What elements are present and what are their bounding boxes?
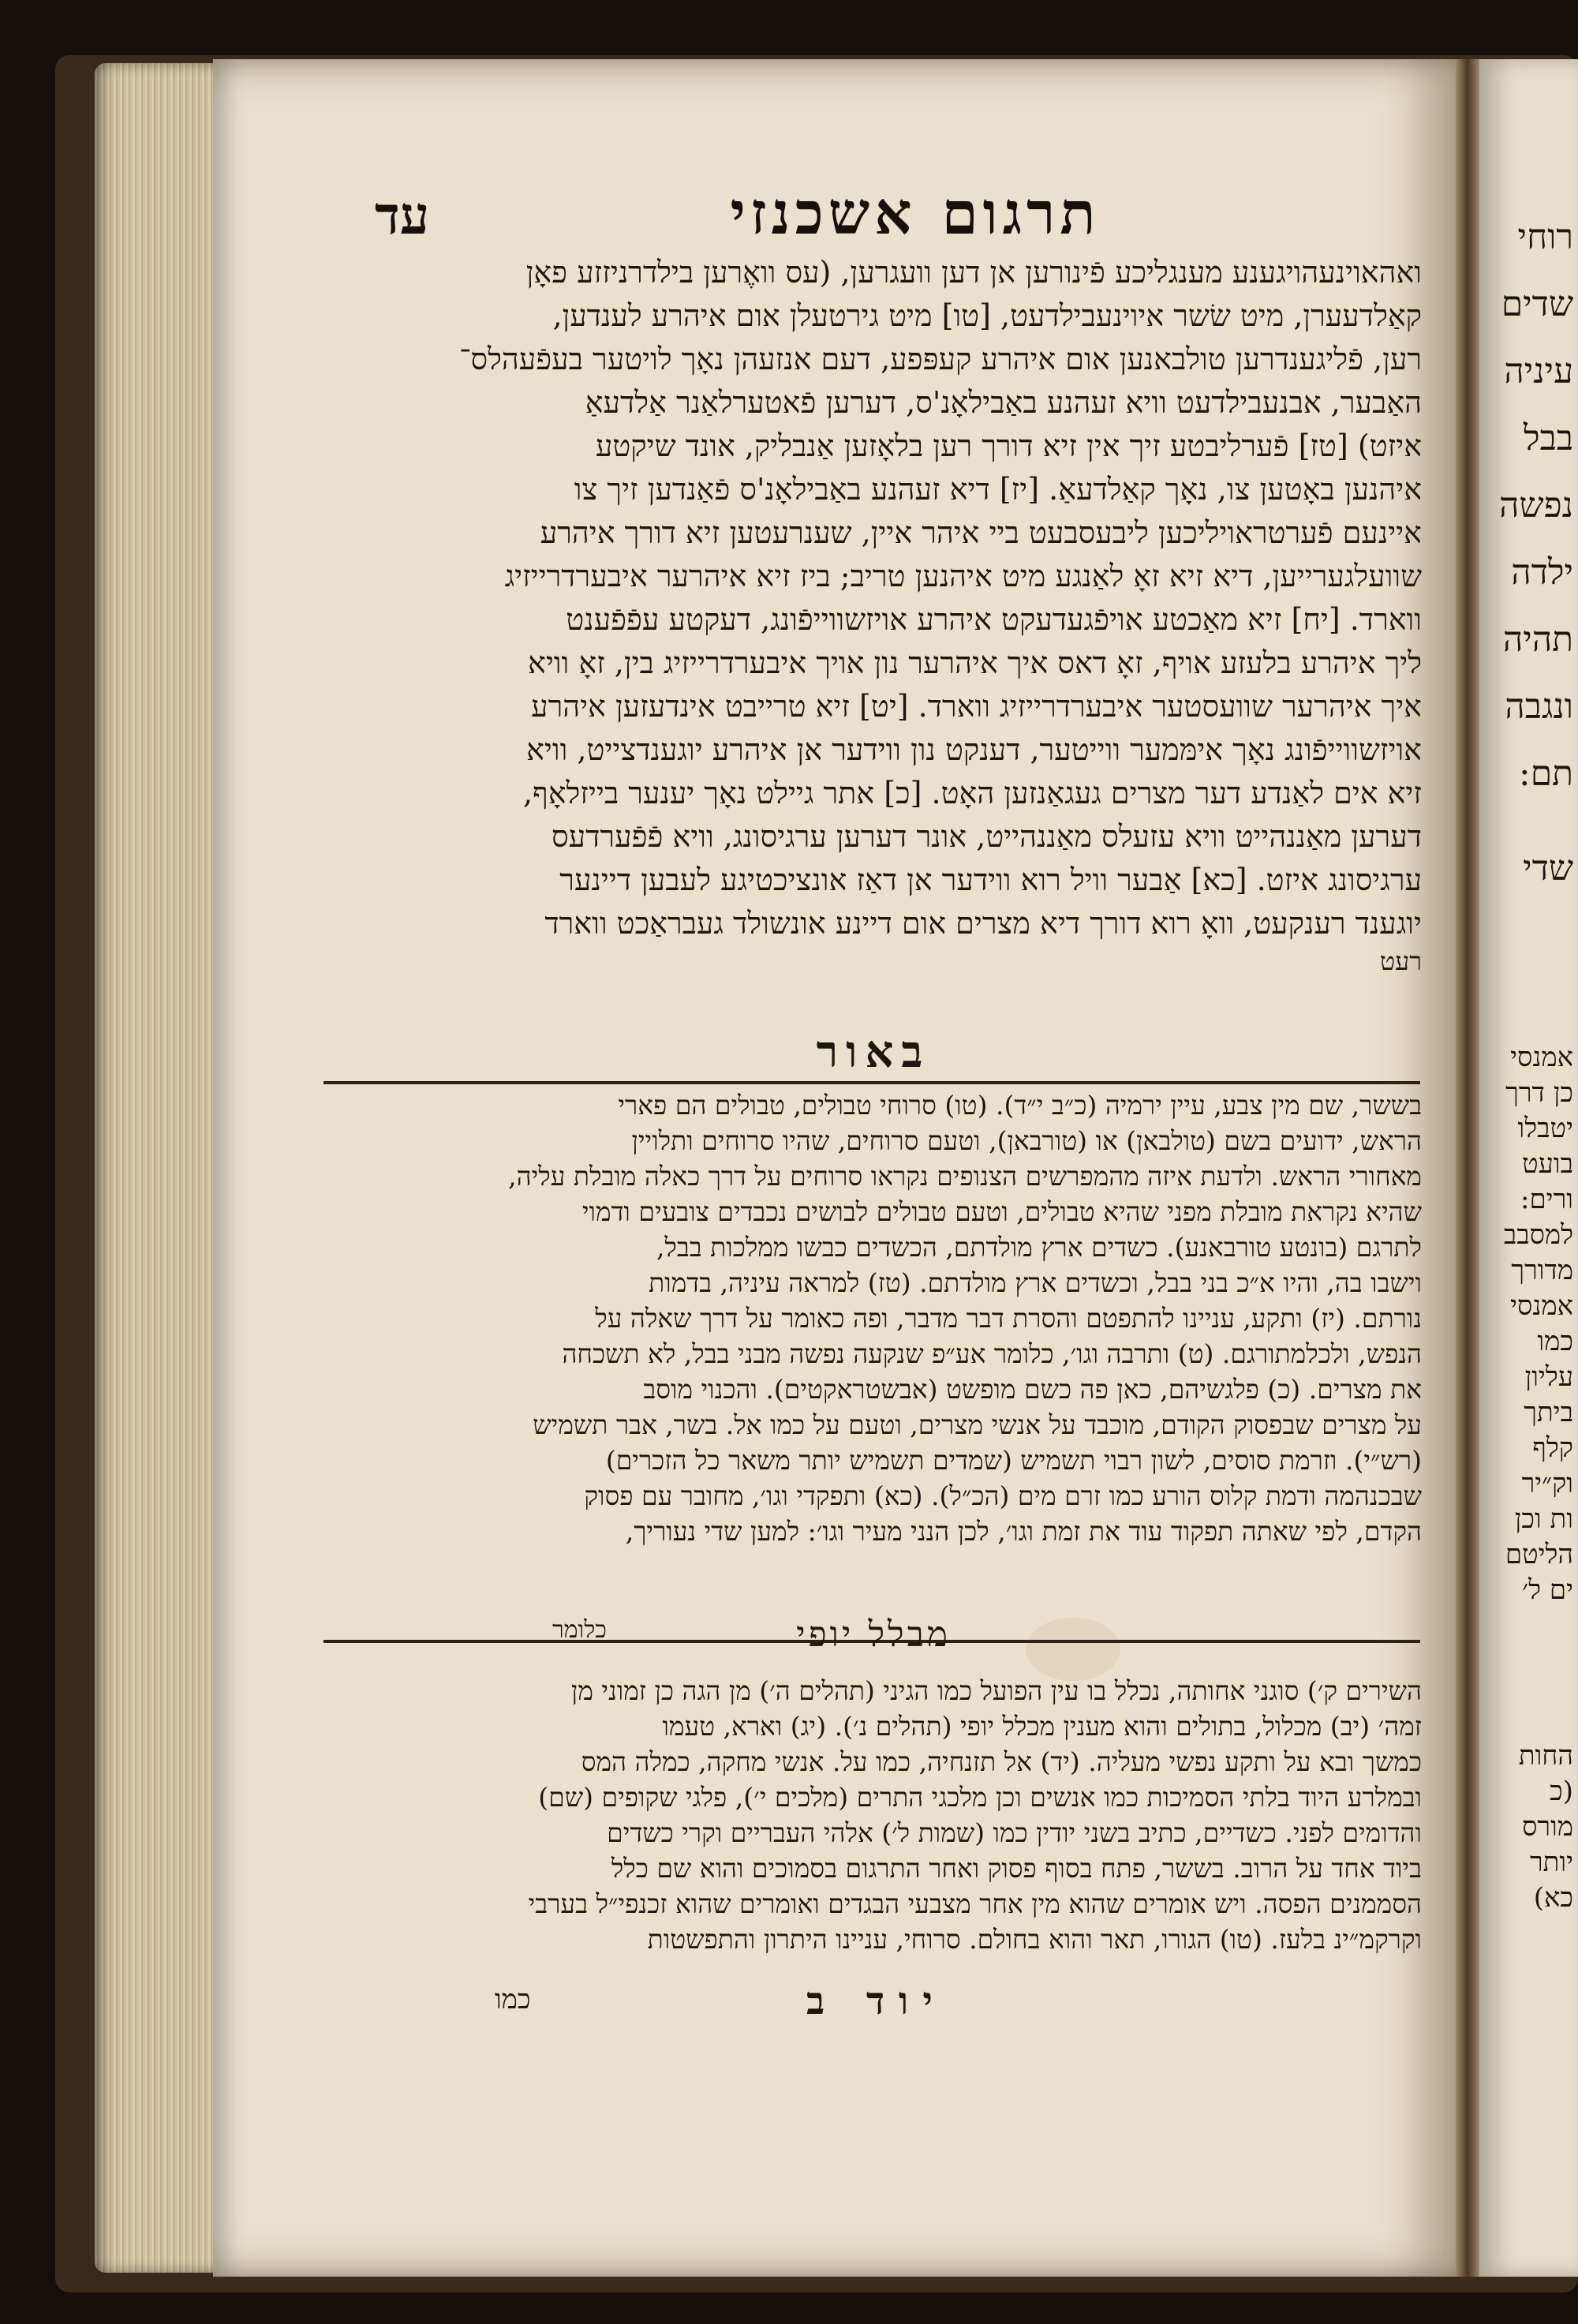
section-rule bbox=[323, 1081, 1420, 1084]
text-line: איזט) [טז] פֿערליבטע זיך אין זיא דורך רען בלאָזען אַנבליק, אונד שיקטע bbox=[595, 428, 1422, 463]
right-page-fragment: הליטם bbox=[1505, 1539, 1573, 1570]
mivchar-commentary bbox=[325, 1673, 1422, 1957]
commentary-line: והדומים לפני. כשדיים, כתיב בשני יודין כמו (שמות ל׳) אלהי העבריים וקרי כשדים bbox=[607, 1817, 1422, 1848]
commentary-line: נורתם. (יז) ותקע, עניינו להתפטם והסרת דבר מדבר, ופה כאומר על דרך שאלה על bbox=[595, 1303, 1422, 1334]
page-header bbox=[339, 180, 1468, 259]
text-line: איינעם פֿערטראויליכען ליבעסבעט ביי איהר איין, שענרעטען זיא דורך איהרע bbox=[540, 515, 1422, 550]
right-page-fragment: עליון bbox=[1524, 1361, 1573, 1393]
commentary-line: הקדם, לפי שאתה תפקוד עוד את זמת וגו׳, לכן הנני מעיר וגו׳: למען שדי נעוריך, bbox=[625, 1516, 1422, 1547]
commentary-line: על מצרים שבפסוק הקודם, מוכבד על אנשי מצרים, וטעם על כמו אל. בשר, אבר תשמיש bbox=[533, 1409, 1422, 1440]
page-number: עד bbox=[375, 185, 430, 246]
right-page-fragment: מורס bbox=[1522, 1811, 1573, 1843]
page-edges bbox=[95, 63, 221, 2273]
right-page-fragment: ורים: bbox=[1520, 1184, 1573, 1215]
right-page-fragment: ים ל׳ bbox=[1522, 1574, 1573, 1606]
commentary-line: הראש, ידועים בשם (טולבאן) או (טורבאן), וטעם סרוחים, שהיו סרוחים ותלויין bbox=[631, 1125, 1422, 1156]
text-line: זיא אים לאַנדע דער מצרים געגאַנזען האָט. [כ] אתר גיילט נאָך יענער בייזלאָף, bbox=[522, 776, 1422, 810]
mivchar-heading: מבלל יופי bbox=[796, 1615, 951, 1655]
commentary-line: זמה׳ (יב) מכלול, בתולים והוא מענין מכלל יופי (תהלים נ׳). (יג) וארא, טעמו bbox=[662, 1711, 1422, 1742]
text-line: קאַלדעערן, מיט שׂשר איוינעבילדעט, [טו] מיט גירטעלן אום איהרע לענדען, bbox=[552, 298, 1422, 333]
running-title: תרגום אשכנזי bbox=[730, 180, 1101, 248]
footer-catchword: כמו bbox=[495, 1984, 531, 2015]
beur-catchword: כלומר bbox=[552, 1616, 607, 1644]
main-text bbox=[325, 251, 1422, 977]
text-line: ווארד. [יח] זיא מאַכטע אויפֿגעדעקט איהרע אויזשווייפֿונג, דעקטע עפֿפֿענט bbox=[566, 602, 1422, 637]
right-page-fragment: יטבלו bbox=[1517, 1113, 1573, 1144]
page-footer bbox=[325, 1979, 1422, 2026]
commentary-line: שבכנהמה ודמת קלוס הורע כמו זרם מים (הכ״ל). (כא) ותפקדי וגו׳, מחובר עם פסוק bbox=[584, 1480, 1422, 1511]
right-page-fragment: שדי bbox=[1523, 848, 1573, 889]
commentary-line: בששר, שם מין צבע, עיין ירמיה (כ״ב י״ד). (טו) סרוחי טבולים, טבולים הם פארי bbox=[618, 1090, 1422, 1121]
commentary-line: לתרגם (בונטע טורבאנע). כשדים ארץ מולדתם, הכשדים כבשו ממלכות בבל, bbox=[656, 1232, 1422, 1263]
right-page-fragment: יותר bbox=[1529, 1847, 1573, 1878]
text-line: ערגיסונג איזט. [כא] אַבער וויל רוא ווידער אן דאַז אונציכטיגע לעבען דיינער bbox=[559, 863, 1422, 897]
commentary-line: וקרקמ״ינ בלעז. (טו) הגורו, תאר והוא בחולם. סרוחי, עניינו היתרון והתפשטות bbox=[647, 1924, 1422, 1955]
text-line: אויזשווייפֿונג נאָך אימּמער ווייטער, דענקט נון ווידער אן איהרע יוגענדצייט, וויא bbox=[526, 732, 1422, 767]
right-page-fragment: בועט bbox=[1522, 1148, 1573, 1180]
right-page-fragment: ביתך bbox=[1524, 1397, 1573, 1428]
commentary-line: כמשך ובא על ותקע נפשי מעליה. (יד) אל תזנחיה, כמו על. אנשי מחקה, כמלה המס bbox=[581, 1746, 1422, 1777]
right-page-fragment: אמנסי bbox=[1510, 1042, 1573, 1073]
right-page-fragment: רוחי bbox=[1517, 217, 1573, 257]
text-line: רען, פֿליגענדרען טולבאנען אום איהרע קעפּפע, דעם אנזעהן נאָך לויטער בעפֿעהלס־ bbox=[458, 342, 1422, 376]
right-page-fragment: החות bbox=[1518, 1740, 1573, 1772]
text-line: ליך איהרע בלעזע אויף, זאָ דאס איך איהרער נון אויך איבערדרייזיג בין, זאָ וויא bbox=[528, 646, 1422, 680]
commentary-line: ביוד אחד על הרוב. בששר, פתח בסוף פסוק ואחר התרגום בסמוכים והוא שם כלל bbox=[611, 1853, 1422, 1884]
text-line: יוגענד רענקעט, וואָ רוא דורך דיא מצרים אום דיינע אונשולד געבראַכט ווארד bbox=[544, 906, 1422, 941]
right-page-fragment: תהיה bbox=[1503, 619, 1573, 660]
signature-mark: יוד ב bbox=[806, 1979, 947, 2023]
text-line: רעט bbox=[1379, 946, 1422, 976]
text-line: דערען מאַננהייט וויא עזעלס מאַננהייט, אונר דערען ערגיסונג, וויא פֿפֿערדעס bbox=[552, 819, 1422, 854]
right-page-fragment: (כ bbox=[1550, 1776, 1573, 1807]
commentary-line: ובמלרע היוד בלתי הסמיכות כמו אנשים וכן מלכגי התרים (מלכים י׳), פלגי שקופים (שם) bbox=[538, 1782, 1422, 1813]
beur-heading: באור bbox=[816, 1026, 931, 1078]
right-page-fragment: שדים bbox=[1501, 284, 1573, 324]
text-line: איך איהרער שוועסטער איבערדרייזיג ווארד. [יט] זיא טרייבט אינדעזען איהרע bbox=[531, 689, 1422, 724]
right-page-fragment: ילדה bbox=[1511, 552, 1573, 593]
right-page-fragment: כמו bbox=[1537, 1326, 1573, 1357]
right-page-fragment: עיניה bbox=[1504, 351, 1573, 391]
right-page-fragment: למסבב bbox=[1503, 1219, 1573, 1251]
commentary-line: (רש״י). וזרמת סוסים, לשון רבוי תשמיש (שמדים תשמיש יותר משאר כל הזכרים) bbox=[605, 1445, 1422, 1476]
commentary-line: שהיא נקראת מובלת מפני שהיא טבולים, וטעם טבולים לבושים נכבדים צובעים ודמוי bbox=[581, 1196, 1422, 1227]
text-line: שוועלגערייען, דיא זיא זאָ לאַנגע מיט איהנען טריב; ביז זיא איהרער איבערדרייזיג bbox=[504, 559, 1422, 593]
commentary-line: את מצרים. (כ) פלגשיהם, כאן פה כשם מופשט (אבשטראקטים). והכנוי מוסב bbox=[643, 1374, 1422, 1405]
right-page-fragment: כא) bbox=[1533, 1882, 1573, 1914]
right-page-fragment: כן דרך bbox=[1505, 1077, 1573, 1109]
commentary-line: הסממנים הפסה. ויש אומרים שהוא מין אחר מצבעי הבגדים ואומרים שהוא זכנפי״ל בערבי bbox=[528, 1888, 1422, 1919]
text-line: איהנען באָטען צו, נאָך קאַלדעאַ. [יז] דיא זעהנע באַבילאָנ'ס פֿאַנדען זיך צו bbox=[574, 472, 1422, 507]
text-line: האַבער, אבנעבילדעט וויא זעהנע באַבילאָנ'ס, דערען פֿאטערלאַנר אַלדעאַ bbox=[585, 385, 1422, 420]
commentary-line: השירים ק׳) סוגני אחותה, נכלל בו עין הפועל כמו הגיני (תהלים ה׳) מן הגה כן זמוני מן bbox=[570, 1675, 1422, 1706]
right-page-fragment: תם: bbox=[1518, 754, 1573, 794]
commentary-line: הנפש, ולכלמתורגם. (ט) ותרבה וגו׳, כלומר אע״פ שנקעה נפשה מבני בבל, לא תשכחה bbox=[562, 1338, 1422, 1369]
right-page-fragment: נפשה bbox=[1499, 485, 1573, 526]
right-page-fragment: וק״יר bbox=[1521, 1468, 1573, 1499]
commentary-line: מאחורי הראש. ולדעת איזה מהמפרשים הצנופים נקראו סרוחים על דרך כאלה מובלת עליה, bbox=[508, 1161, 1422, 1192]
book-gutter bbox=[1456, 59, 1479, 2277]
right-page bbox=[1479, 59, 1578, 2277]
beur-commentary bbox=[325, 1087, 1422, 1549]
right-page-fragment: קלף bbox=[1532, 1432, 1573, 1464]
right-page-fragment: ונגבה bbox=[1505, 687, 1573, 727]
commentary-line: וישבו בה, והיו א״כ בני בבל, וכשדים ארץ מולדתם. (טז) למראה עיניה, בדמות bbox=[649, 1267, 1422, 1298]
text-line: ואהאוינעהויגענע מענגליכע פֿינורען אן דען וועגרען, (עס וואֶרען בילדרניזזע פאָן bbox=[525, 255, 1422, 290]
right-page-fragment: ות וכן bbox=[1514, 1503, 1573, 1535]
right-page-fragment: מדורך bbox=[1511, 1255, 1573, 1286]
right-page-fragment: בבל bbox=[1524, 418, 1573, 458]
right-page-fragment: אמנסי bbox=[1510, 1290, 1573, 1322]
